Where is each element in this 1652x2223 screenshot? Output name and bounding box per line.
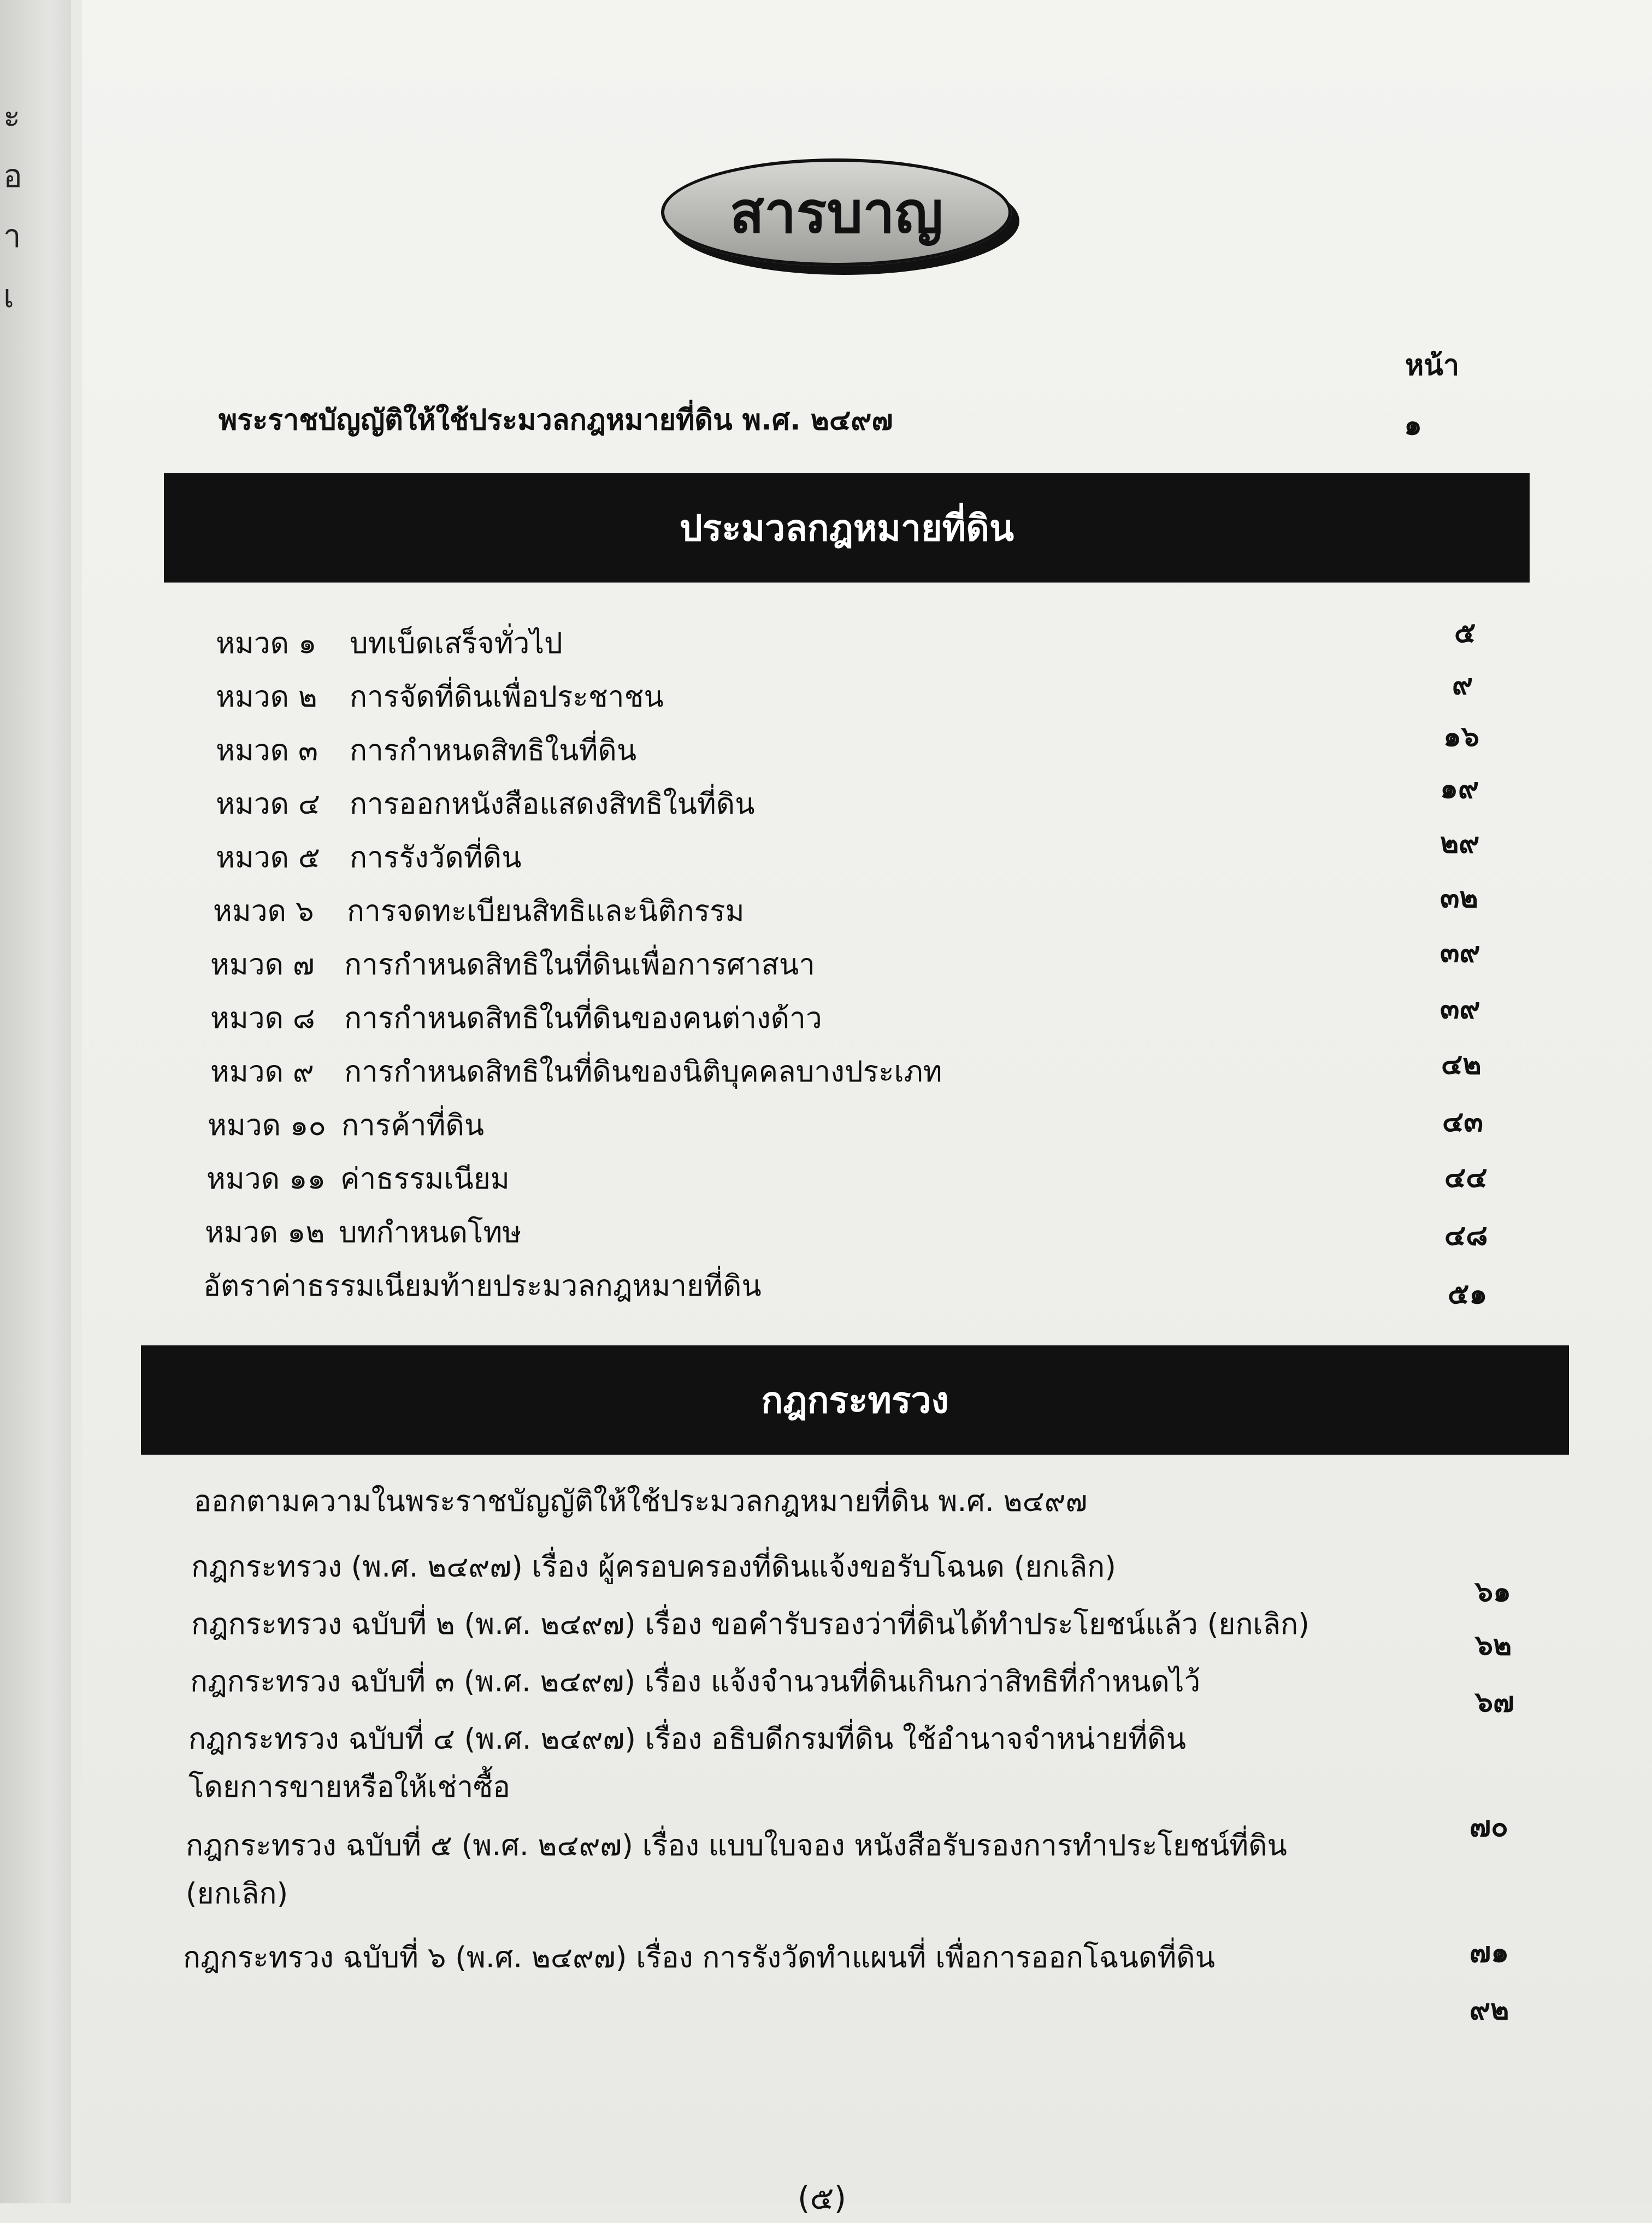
toc-regulation-row-continued xyxy=(188,1764,510,1810)
chapter-page: ๑๖ xyxy=(1443,720,1480,753)
chapter-label: หมวด ๑ xyxy=(216,627,317,660)
chapter-page: ๔๘ xyxy=(1444,1219,1488,1252)
chapter-page: ๓๙ xyxy=(1440,936,1480,969)
regulation-page: ๖๗ xyxy=(1475,1686,1515,1719)
toc-fee-schedule-row xyxy=(203,1263,762,1309)
chapter-title: การจดทะเบียนสิทธิและนิติกรรม xyxy=(347,895,745,928)
regulations-intro-text: ออกตามความในพระราชบัญญัติให้ใช้ประมวลกฎหมายที่ดิน พ.ศ. ๒๔๙๗ xyxy=(194,1485,1088,1518)
toc-chapter-row xyxy=(205,1209,521,1255)
intro-page: ๑ xyxy=(1404,409,1423,442)
toc-chapter-row xyxy=(216,674,664,720)
chapter-label: หมวด ๖ xyxy=(213,895,314,928)
chapter-page: ๒๙ xyxy=(1440,827,1480,860)
section-heading-land-code xyxy=(164,473,1530,583)
toc-regulation-row xyxy=(191,1544,1116,1590)
toc-regulation-row xyxy=(190,1659,1200,1704)
chapter-title: บทเบ็ดเสร็จทั่วไป xyxy=(350,627,563,660)
regulations-intro xyxy=(194,1478,1087,1524)
chapter-label: หมวด ๕ xyxy=(216,841,321,874)
chapter-label: หมวด ๑๒ xyxy=(205,1216,325,1249)
toc-chapter-row xyxy=(208,1102,484,1148)
regulation-title-continued: โดยการขายหรือให้เช่าซื้อ xyxy=(188,1771,511,1804)
page-title: สารบาญ xyxy=(729,179,943,246)
edge-glyph: อ xyxy=(3,157,22,195)
chapter-page: ๕ xyxy=(1454,616,1476,649)
intro-text: พระราชบัญญัติให้ใช้ประมวลกฎหมายที่ดิน พ.ศ. ๒๔๙๗ xyxy=(219,404,893,437)
intro-entry xyxy=(219,397,1508,442)
adjacent-page-edge xyxy=(0,0,71,2203)
chapter-title: การกำหนดสิทธิในที่ดิน xyxy=(350,734,637,767)
chapter-label: หมวด ๙ xyxy=(210,1055,314,1089)
chapter-title: การรังวัดที่ดิน xyxy=(350,841,522,874)
regulation-title: กฎกระทรวง ฉบับที่ ๖ (พ.ศ. ๒๔๙๗) เรื่อง การรังวัดทำแผนที่ เพื่อการออกโฉนดที่ดิน xyxy=(183,1941,1215,1974)
regulation-title: กฎกระทรวง ฉบับที่ ๔ (พ.ศ. ๒๔๙๗) เรื่อง อธิบดีกรมที่ดิน ใช้อำนาจจำหน่ายที่ดิน xyxy=(188,1722,1186,1756)
chapter-label: หมวด ๘ xyxy=(210,1002,315,1035)
chapter-label: หมวด ๗ xyxy=(210,948,315,981)
document-page xyxy=(82,0,1652,2203)
toc-regulation-row xyxy=(186,1822,1287,1868)
toc-regulation-row-continued xyxy=(186,1871,288,1916)
toc-regulation-row xyxy=(183,1934,1215,1980)
chapter-page: ๓๒ xyxy=(1440,881,1478,914)
chapter-page: ๔๔ xyxy=(1444,1161,1488,1194)
chapter-label: หมวด ๓ xyxy=(216,734,318,767)
regulation-page: ๖๒ xyxy=(1475,1629,1512,1662)
fee-schedule-title: อัตราค่าธรรมเนียมท้ายประมวลกฎหมายที่ดิน xyxy=(203,1269,762,1303)
edge-glyph: ะ xyxy=(3,97,21,134)
toc-chapter-row xyxy=(210,1049,942,1095)
chapter-page: ๔๒ xyxy=(1441,1048,1482,1081)
chapter-label: หมวด ๔ xyxy=(216,787,321,821)
toc-chapter-row xyxy=(206,1156,510,1202)
toc-chapter-row xyxy=(210,942,815,987)
regulation-title: กฎกระทรวง ฉบับที่ ๕ (พ.ศ. ๒๔๙๗) เรื่อง แบบใบจอง หนังสือรับรองการทำประโยชน์ที่ดิน xyxy=(186,1829,1287,1862)
chapter-page: ๓๙ xyxy=(1440,992,1480,1025)
regulation-title-continued: (ยกเลิก) xyxy=(186,1877,288,1910)
chapter-title: การกำหนดสิทธิในที่ดินของนิติบุคคลบางประเภท xyxy=(344,1055,942,1089)
section-heading-text: ประมวลกฎหมายที่ดิน xyxy=(679,507,1014,549)
toc-regulation-row xyxy=(188,1716,1186,1762)
chapter-title: การค้าที่ดิน xyxy=(341,1109,485,1142)
regulation-page: ๗๑ xyxy=(1470,1936,1509,1969)
edge-glyph: เ xyxy=(3,278,14,315)
fee-schedule-page: ๕๑ xyxy=(1448,1278,1488,1310)
toc-regulation-row xyxy=(191,1601,1309,1647)
chapter-page: ๔๓ xyxy=(1442,1105,1483,1138)
regulation-page: ๗๐ xyxy=(1470,1810,1508,1843)
chapter-label: หมวด ๑๑ xyxy=(206,1162,326,1196)
regulation-page: ๙๒ xyxy=(1470,1993,1509,2026)
chapter-title: การกำหนดสิทธิในที่ดินของคนต่างด้าว xyxy=(344,1002,822,1035)
toc-chapter-row xyxy=(213,888,745,934)
toc-chapter-row xyxy=(216,781,754,827)
chapter-page: ๙ xyxy=(1452,668,1473,701)
edge-glyph: า xyxy=(3,217,21,255)
title-badge xyxy=(661,158,1012,266)
chapter-label: หมวด ๒ xyxy=(216,680,317,714)
regulation-title: กฎกระทรวง (พ.ศ. ๒๔๙๗) เรื่อง ผู้ครอบครองที่ดินแจ้งขอรับโฉนด (ยกเลิก) xyxy=(191,1550,1116,1584)
regulation-page: ๖๑ xyxy=(1475,1575,1512,1608)
footer-page-number: (๕) xyxy=(798,2179,847,2216)
page-column-header: หน้า xyxy=(1405,349,1460,382)
chapter-title: การกำหนดสิทธิในที่ดินเพื่อการศาสนา xyxy=(344,948,816,981)
toc-chapter-row xyxy=(210,995,822,1041)
chapter-label: หมวด ๑๐ xyxy=(208,1109,326,1142)
regulation-title: กฎกระทรวง ฉบับที่ ๓ (พ.ศ. ๒๔๙๗) เรื่อง แจ้งจำนวนที่ดินเกินกว่าสิทธิที่กำหนดไว้ xyxy=(190,1665,1201,1698)
section-heading-text: กฎกระทรวง xyxy=(761,1379,949,1421)
chapter-title: การออกหนังสือแสดงสิทธิในที่ดิน xyxy=(350,787,755,821)
regulation-title: กฎกระทรวง ฉบับที่ ๒ (พ.ศ. ๒๔๙๗) เรื่อง ขอคำรับรองว่าที่ดินได้ทำประโยชน์แล้ว (ยกเลิก) xyxy=(191,1608,1309,1641)
chapter-page: ๑๙ xyxy=(1440,772,1479,805)
toc-chapter-row xyxy=(216,834,521,880)
chapter-title: บทกำหนดโทษ xyxy=(339,1216,522,1249)
section-heading-ministerial-regulations xyxy=(141,1345,1569,1455)
chapter-title: ค่าธรรมเนียม xyxy=(340,1162,510,1196)
toc-chapter-row xyxy=(216,727,636,773)
toc-chapter-row xyxy=(216,620,563,666)
chapter-title: การจัดที่ดินเพื่อประชาชน xyxy=(350,680,664,714)
